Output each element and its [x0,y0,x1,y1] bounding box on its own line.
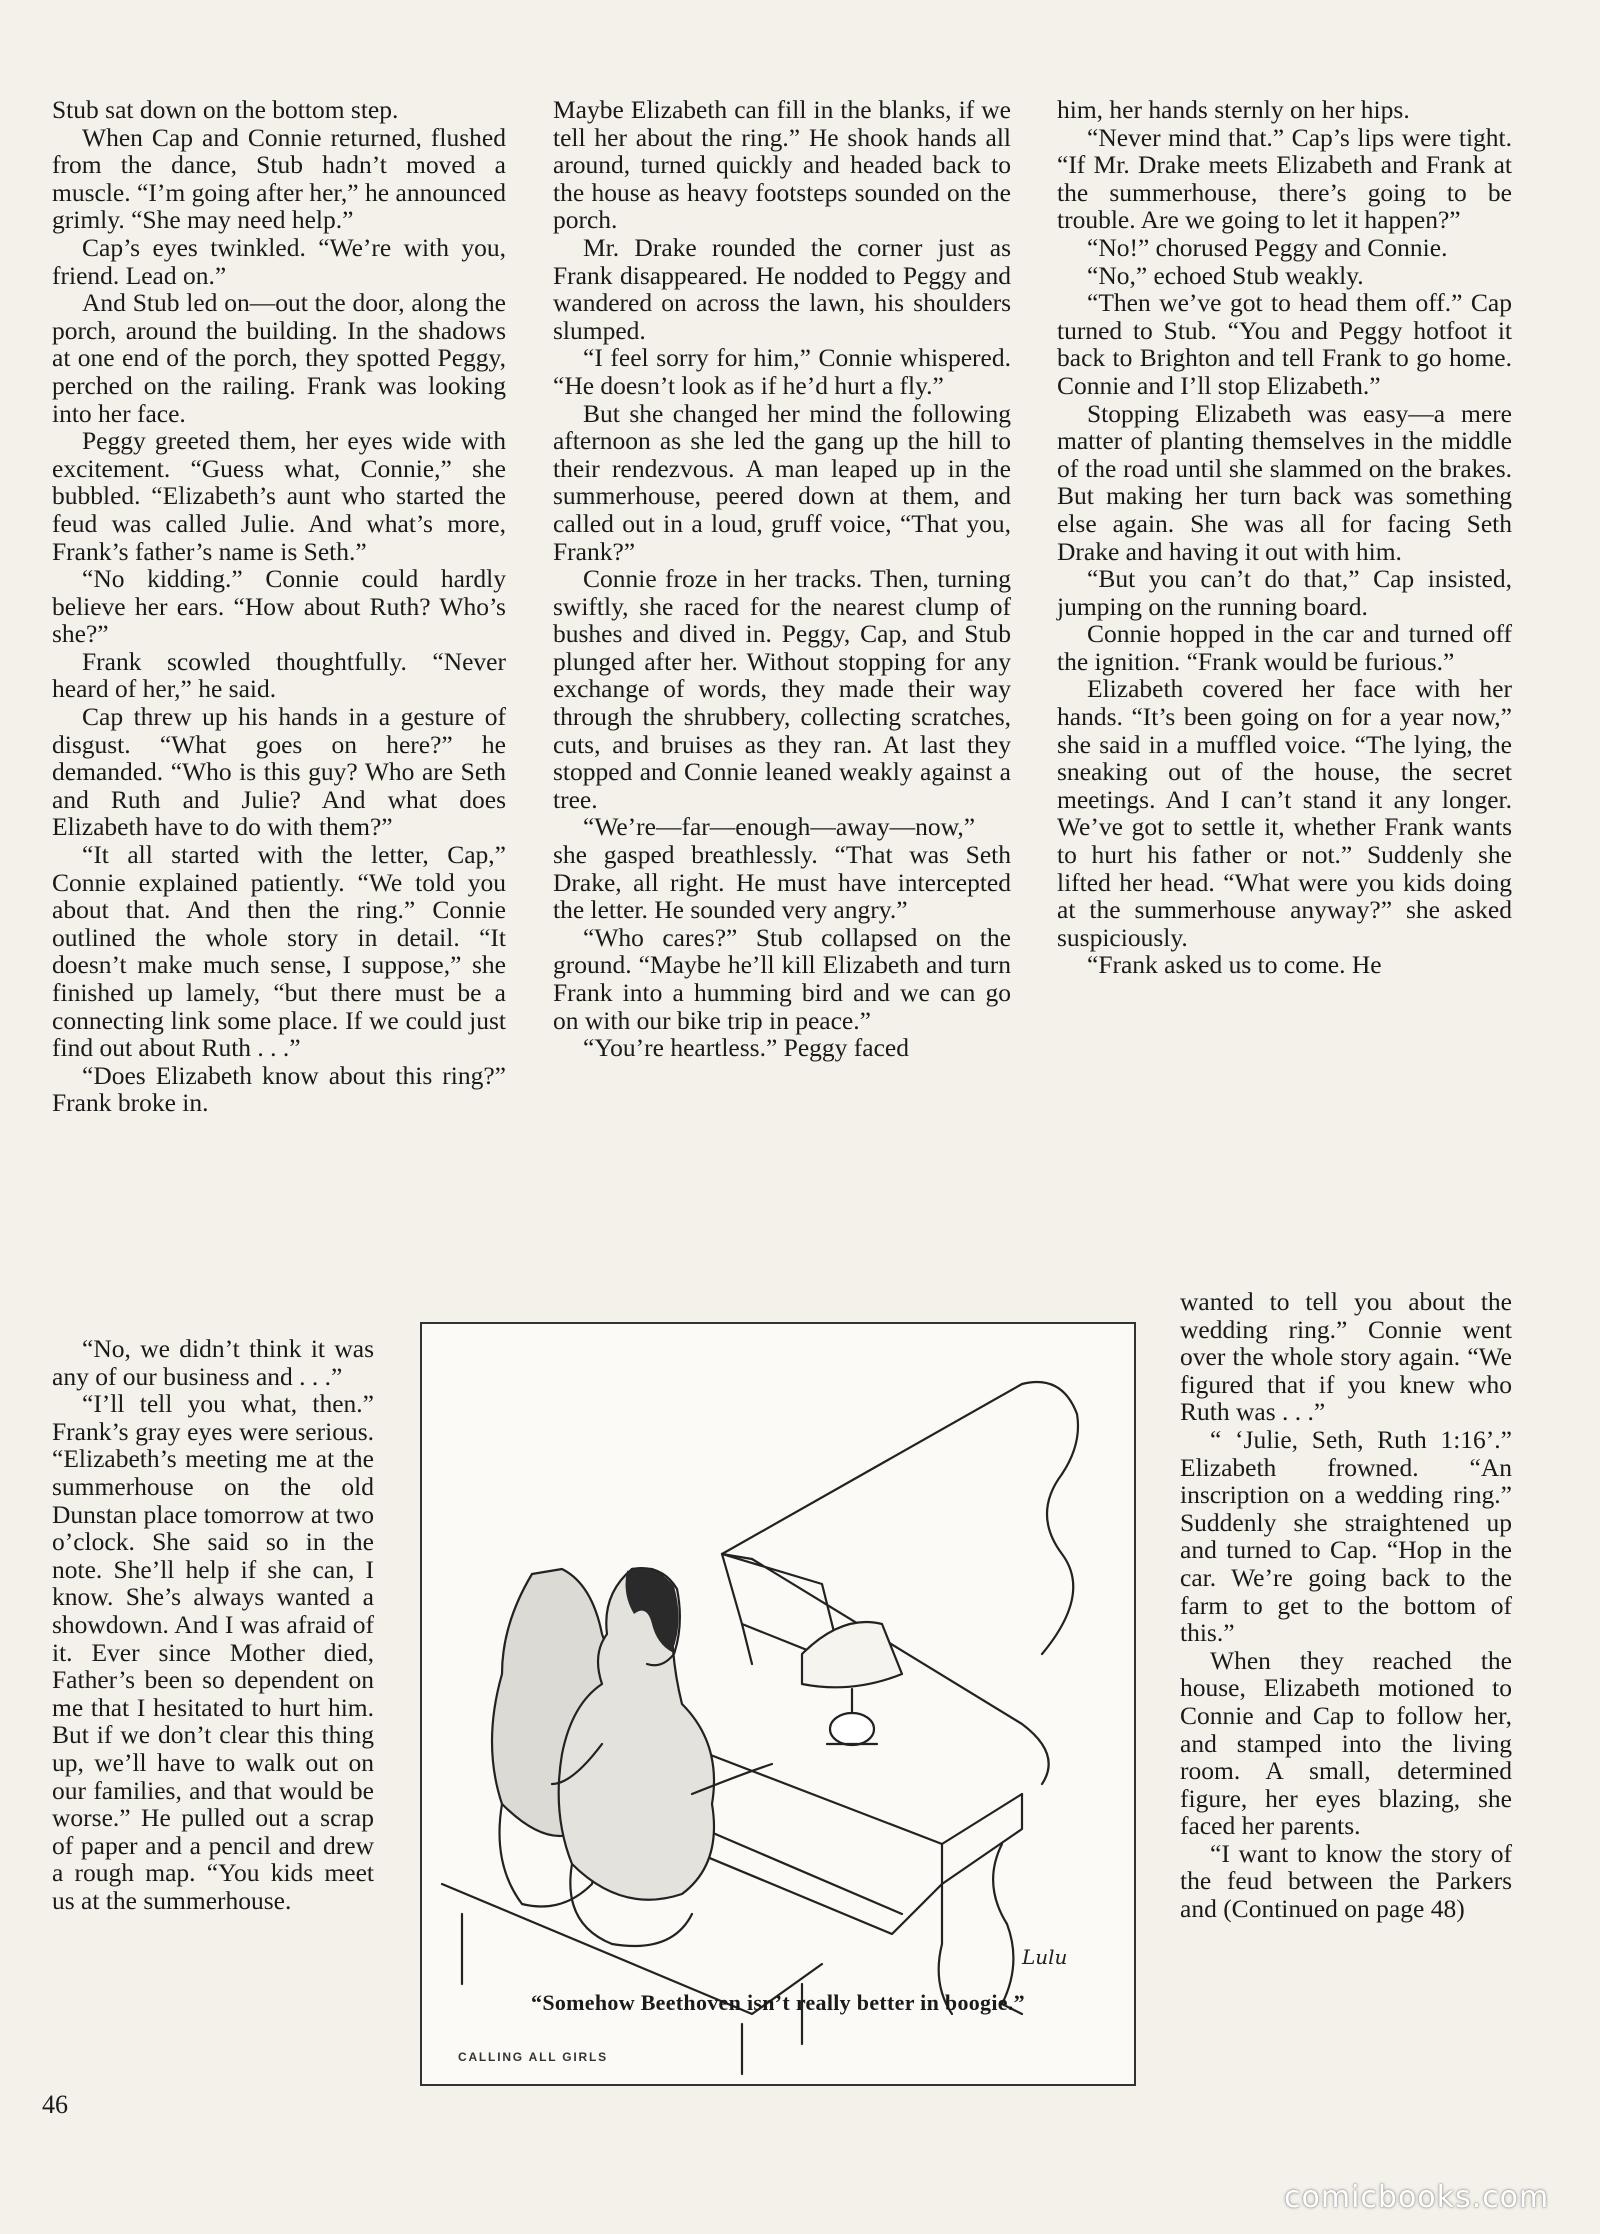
paragraph: “But you can’t do that,” Cap insisted, jumping on the running board. [1057,564,1512,621]
paragraph: Cap’s eyes twinkled. “We’re with you, friend. Lead on.” [52,232,506,290]
artist-signature: Lulu [1022,1945,1068,1969]
paragraph: And Stub led on—out the door, along the porch, around the building. In the shadows at one end of the porch, they spotted Peggy, perched on the railing. Frank was looking into her face. [52,288,506,428]
paragraph: “Never mind that.” Cap’s lips were tight. “If Mr. Drake meets Elizabeth and Frank at the summerhouse, there’s going to be trouble. Are we going to let it happen?” [1057,122,1512,235]
paragraph: “Who cares?” Stub collapsed on the ground. “Maybe he’ll kill Elizabeth and turn Frank into a humming bird and we can go on with our bike trip in peace.” [553,922,1011,1035]
paragraph: “No,” echoed Stub weakly. [1087,260,1364,290]
paragraph: “No!” chorused Peggy and Connie. [1087,232,1448,262]
paragraph: “You’re heartless.” Peggy faced [583,1033,909,1063]
paragraph: “We’re—far—enough—away—now,” she gasped breathlessly. “That was Seth Drake, all right. He must have intercepted the letter. He sounded very angry.” [553,812,1011,925]
paragraph: “Does Elizabeth know about this ring?” Frank broke in. [52,1060,506,1118]
paragraph: When they reached the house, Elizabeth motioned to Connie and Cap to follow her, and stamped into the living room. A small, determined figure, her eyes blazing, she faced her parents. [1180,1645,1512,1841]
paragraph: Mr. Drake rounded the corner just as Frank disappeared. He nodded to Peggy and wandered on across the lawn, his shoulders slumped. [553,232,1011,345]
paragraph: Maybe Elizabeth can fill in the blanks, if we tell her about the ring.” He shook hands all around, turned quickly and headed back to the house as heavy footsteps sounded on the porch. [553,95,1011,235]
paragraph: Connie hopped in the car and turned off the ignition. “Frank would be furious.” [1057,619,1512,676]
paragraph: “It all started with the letter, Cap,” Connie explained patiently. “We told you about that. And then the ring.” Connie outlined the whole story in detail. “It doesn’t make much sense, I suppose,” she finished up lamely, “but there must be a connecting link some place. If we could just find out about Ruth . . .” [52,840,506,1063]
paragraph: Cap threw up his hands in a gesture of disgust. “What goes on here?” he demanded. “Who is this guy? Who are Seth and Ruth and Julie? And what does Elizabeth have to do with them?” [52,702,506,842]
article-column-3 [1057,96,1512,979]
cartoon-caption: “Somehow Beethoven isn’t really better in boogie.” [531,1990,1025,2015]
paragraph: wanted to tell you about the wedding ring.” Connie went over the whole story again. “We figured that if you knew who Ruth was . . .” [1180,1287,1512,1427]
cartoon-illustration [420,1322,1136,2086]
paragraph: him, her hands sternly on her hips. [1057,95,1410,124]
paragraph: “No, we didn’t think it was any of our business and . . .” [52,1334,374,1391]
paragraph: Elizabeth covered her face with her hands. “It’s been going on for a year now,” she said in a muffled voice. “The lying, the sneaking out of the house, the secret meetings. And I can’t stand it any longer. We’ve got to settle it, whether Frank wants to hurt his father or not.” Suddenly she lifted her head. “What were you kids doing at the summerhouse anyway?” she asked suspiciously. [1057,674,1512,952]
magazine-credit: CALLING ALL GIRLS [458,2050,608,2064]
paragraph: “I want to know the story of the feud between the Parkers and (Continued on page 48) [1180,1838,1512,1924]
paragraph: But she changed her mind the following afternoon as she led the gang up the hill to their rendezvous. A man leaped up in the summerhouse, peered down at them, and called out in a loud, gruff voice, “That you, Frank?” [553,398,1011,566]
paragraph: When Cap and Connie returned, flushed from the dance, Stub hadn’t moved a muscle. “I’m going after her,” he announced grimly. “She may need help.” [52,122,506,235]
paragraph: Peggy greeted them, her eyes wide with excitement. “Guess what, Connie,” she bubbled. “Elizabeth’s aunt who started the feud was called Julie. And what’s more, Frank’s father’s name is Seth.” [52,426,506,566]
paragraph: Stub sat down on the bottom step. [52,95,399,124]
paragraph: “Then we’ve got to head them off.” Cap turned to Stub. “You and Peggy hotfoot it back to Brighton and tell Frank to go home. Connie and I’ll stop Elizabeth.” [1057,288,1512,400]
paragraph: “Frank asked us to come. He [1087,950,1382,980]
watermark: comicbooks.com [1284,2180,1550,2215]
article-column-1 [52,96,506,1117]
cartoon-drawing [422,1324,1134,2084]
paragraph: “No kidding.” Connie could hardly believe her ears. “How about Ruth? Who’s she?” [52,564,506,649]
paragraph: Stopping Elizabeth was easy—a mere matter of planting themselves in the middle of the road until she slammed on the brakes. But making her turn back was something else again. She was all for facing Seth Drake and having it out with him. [1057,398,1512,566]
article-column-1-continued [52,1335,374,1914]
page-number: 46 [42,2090,68,2119]
paragraph: Connie froze in her tracks. Then, turning swiftly, she raced for the nearest clump of bushes and dived in. Peggy, Cap, and Stub plunged after her. Without stopping for any exchange of words, they made their way through the shrubbery, collecting scratches, cuts, and bruises as they ran. At last they stopped and Connie leaned weakly against a tree. [553,564,1011,814]
paragraph: “I’ll tell you what, then.” Frank’s gray eyes were serious. “Elizabeth’s meeting me at the summerhouse on the old Dunstan place tomorrow at two o’clock. She said so in the note. She’ll help if she can, I know. She’s always wanted a showdown. And I was afraid of it. Ever since Mother died, Father’s been so dependent on me that I hesitated to hurt him. But if we don’t clear this thing up, we’ll have to walk out on our families, and that would be worse.” He pulled out a scrap of paper and a pencil and drew a rough map. “You kids meet us at the summerhouse. [52,1389,374,1915]
article-column-3-continued [1180,1288,1512,1923]
paragraph: Frank scowled thoughtfully. “Never heard of her,” he said. [52,646,506,704]
paragraph: “I feel sorry for him,” Connie whispered. “He doesn’t look as if he’d hurt a fly.” [553,343,1011,400]
article-column-2 [553,96,1011,1062]
paragraph: “ ‘Julie, Seth, Ruth 1:16’.” Elizabeth frowned. “An inscription on a wedding ring.” Suddenly she straightened up and turned to Cap. “Hop in the car. We’re going back to the farm to get to the bottom of this.” [1180,1424,1512,1648]
